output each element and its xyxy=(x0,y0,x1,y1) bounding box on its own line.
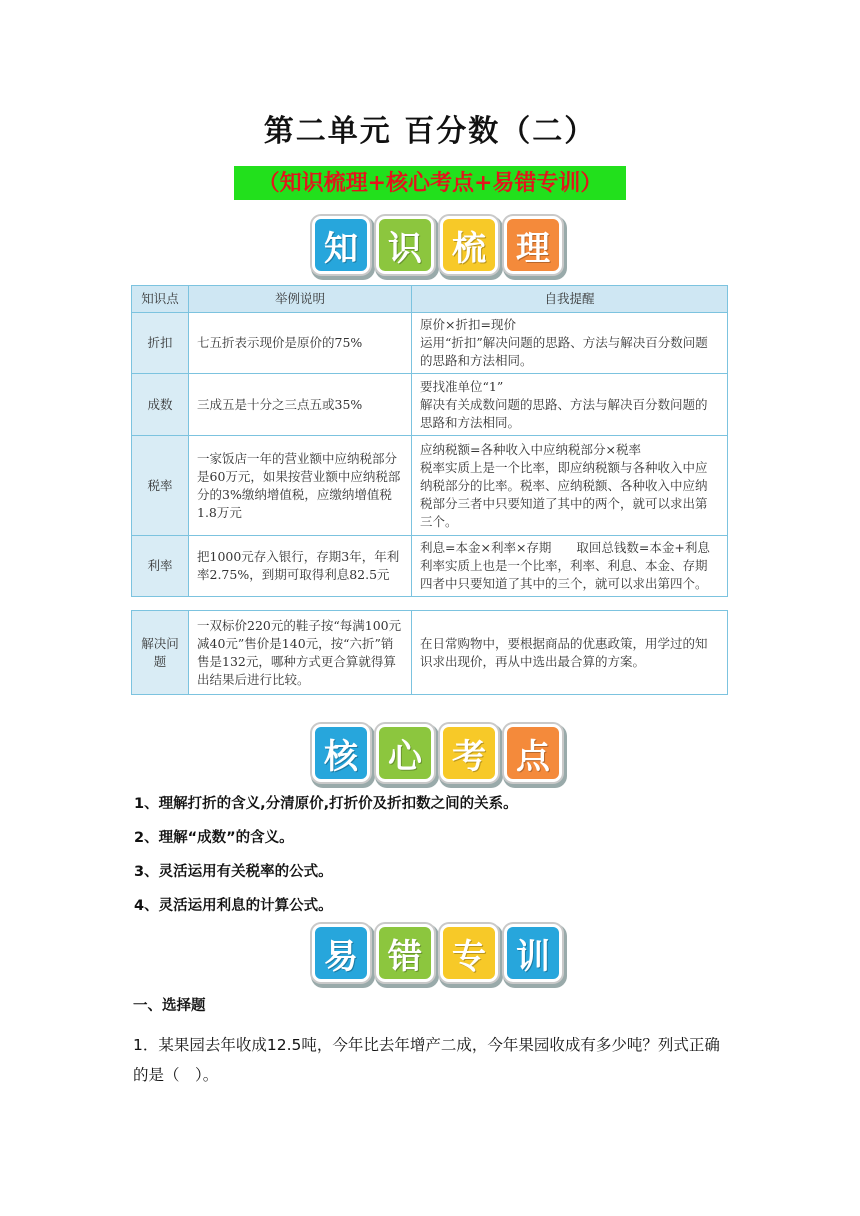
banner-tile: 识 xyxy=(376,216,434,274)
row-reminder: 在日常购物中，要根据商品的优惠政策，用学过的知识求出现价，再从中选出最合算的方案。 xyxy=(412,611,728,695)
row-topic: 折扣 xyxy=(132,313,189,374)
section-heading: 一、选择题 xyxy=(133,998,206,1014)
banner-tile: 专 xyxy=(440,924,498,982)
banner-tile: 梳 xyxy=(440,216,498,274)
table-row xyxy=(132,536,728,597)
table-row xyxy=(132,313,728,374)
row-example: 三成五是十分之三点五或35% xyxy=(189,374,412,436)
row-reminder: 应纳税额=各种收入中应纳税部分×税率 税率实质上是一个比率，即应纳税额与各种收入中应纳税部分的比率。税率、应纳税额、各种收入中应纳税部分三者中只要知道了其中的两个，就可以求出第三个。 xyxy=(412,436,728,536)
core-point: 4、灵活运用利息的计算公式。 xyxy=(134,898,333,914)
row-topic: 利率 xyxy=(132,536,189,597)
core-point: 2、理解“成数”的含义。 xyxy=(134,830,294,846)
banner-tile: 训 xyxy=(504,924,562,982)
banner-tile: 易 xyxy=(312,924,370,982)
row-reminder: 原价×折扣=现价 运用“折扣”解决问题的思路、方法与解决百分数问题的思路和方法相同。 xyxy=(412,313,728,374)
banner-tile: 心 xyxy=(376,724,434,782)
banner-error xyxy=(312,924,562,982)
knowledge-table xyxy=(131,285,728,597)
banner-tile: 点 xyxy=(504,724,562,782)
row-example: 一家饭店一年的营业额中应纳税部分是60万元，如果按营业额中应纳税部分的3%缴纳增值税，应缴纳增值税1.8万元 xyxy=(189,436,412,536)
banner-tile: 理 xyxy=(504,216,562,274)
page-subtitle: （知识梳理+核心考点+易错专训） xyxy=(234,166,626,200)
row-topic: 解决问题 xyxy=(132,611,189,695)
header-topic: 知识点 xyxy=(132,286,189,313)
banner-tile: 核 xyxy=(312,724,370,782)
banner-core xyxy=(312,724,562,782)
question-text: 1．某果园去年收成12.5吨，今年比去年增产二成，今年果园收成有多少吨？列式正确的是（ ）。 xyxy=(133,1036,720,1084)
core-point: 3、灵活运用有关税率的公式。 xyxy=(134,864,333,880)
problem-table xyxy=(131,610,728,695)
table-row xyxy=(132,436,728,536)
header-reminder: 自我提醒 xyxy=(412,286,728,313)
row-topic: 税率 xyxy=(132,436,189,536)
banner-tile: 错 xyxy=(376,924,434,982)
banner-tile: 知 xyxy=(312,216,370,274)
table-row xyxy=(132,611,728,695)
row-example: 把1000元存入银行，存期3年，年利率2.75%，到期可取得利息82.5元 xyxy=(189,536,412,597)
row-reminder: 要找准单位“1” 解决有关成数问题的思路、方法与解决百分数问题的思路和方法相同。 xyxy=(412,374,728,436)
row-reminder: 利息=本金×利率×存期 取回总钱数=本金+利息 利率实质上也是一个比率，利率、利息、本金、存期四者中只要知道了其中的三个，就可以求出第四个。 xyxy=(412,536,728,597)
table-header-row xyxy=(132,286,728,313)
row-topic: 成数 xyxy=(132,374,189,436)
header-example: 举例说明 xyxy=(189,286,412,313)
core-point: 1、理解打折的含义,分清原价,打折价及折扣数之间的关系。 xyxy=(134,796,518,812)
banner-knowledge xyxy=(312,216,562,274)
row-example: 一双标价220元的鞋子按“每满100元减40元”售价是140元，按“六折”销售是132元，哪种方式更合算就得算出结果后进行比较。 xyxy=(189,611,412,695)
table-row xyxy=(132,374,728,436)
row-example: 七五折表示现价是原价的75% xyxy=(189,313,412,374)
page-title: 第二单元 百分数（二） xyxy=(263,114,597,149)
banner-tile: 考 xyxy=(440,724,498,782)
